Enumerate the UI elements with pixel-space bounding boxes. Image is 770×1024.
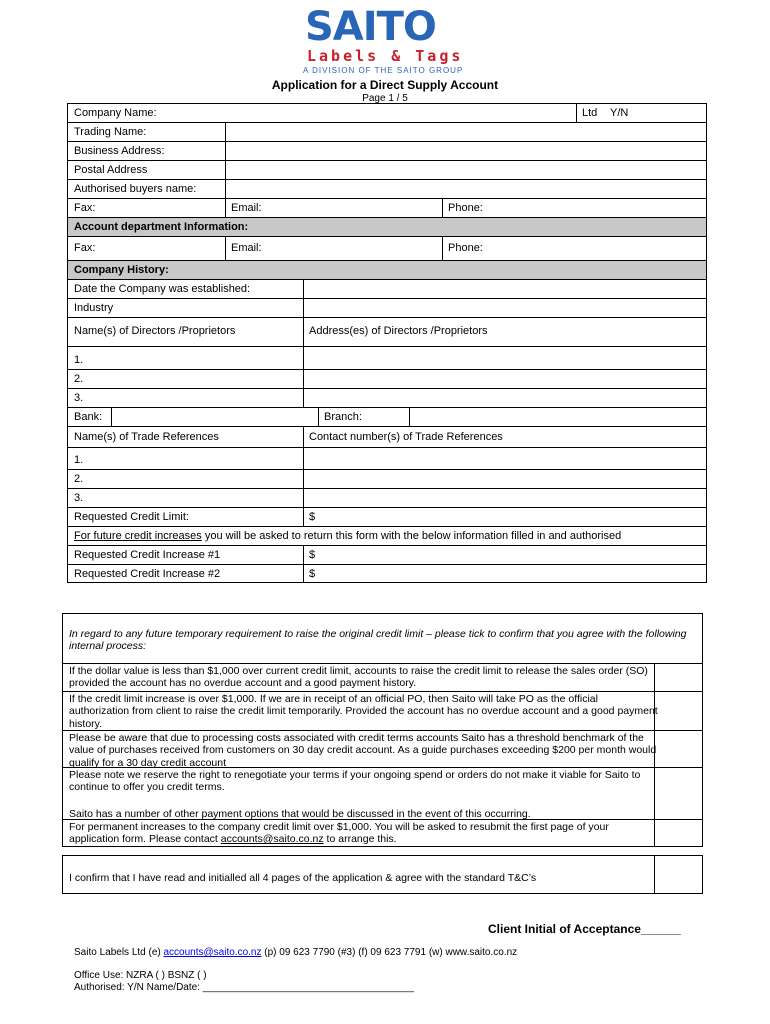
condition-1-text: If the dollar value is less than $1,000 over current credit limit, accounts to raise the credit limit to release the sales order (SO) provided the account has no overdue account and a good payment history. [69,665,648,690]
trading-name-row [67,122,707,141]
footer-email-link[interactable]: accounts@saito.co.nz [163,947,262,958]
office-use: Office Use: NZRA ( ) BSNZ ( ) [74,970,207,981]
increase-1-row [67,545,707,564]
date-established-field[interactable] [303,280,706,298]
condition-5 [63,819,702,847]
increase-2-label: Requested Credit Increase #2 [74,568,221,580]
account-email-label: Email: [231,242,262,254]
future-increases-row [67,526,707,545]
ltd-label: Ltd [582,107,598,119]
agreement-intro: In regard to any future temporary requirement to raise the original credit limit – please tick to confirm that you agree with the following internal process: [69,628,687,652]
ltd-yn-label[interactable]: Y/N [610,107,629,119]
account-fax-label: Fax: [74,242,96,254]
company-history-title: Company History: [74,264,169,276]
condition-5-tail: to arrange this. [323,833,397,846]
authorised-buyers-label: Authorised buyers name: [74,183,197,195]
authorised-buyers-field[interactable] [225,180,706,198]
accounts-email-link[interactable]: accounts@saito.co.nz [220,833,324,846]
condition-5-tick-box[interactable] [654,820,702,847]
requested-limit-field[interactable]: $ [309,511,316,523]
condition-2-tick-box[interactable] [654,692,702,730]
date-established-label: Date the Company was established: [74,283,251,295]
director-address-field-2[interactable] [303,370,706,388]
director-address-field-3[interactable] [303,389,706,407]
increase-1-label: Requested Credit Increase #1 [74,549,221,561]
trade-ref-row-1 [67,447,707,469]
condition-4 [63,767,702,819]
trade-ref-number-1: 1. [74,454,84,466]
company-name-row [67,103,707,122]
trade-ref-row-3 [67,488,707,507]
future-increases-note [68,527,621,545]
fax-label: Fax: [74,202,96,214]
account-contact-row [67,236,707,260]
directors-addresses-label: Address(es) of Directors /Proprietors [309,325,488,337]
business-address-field[interactable] [225,142,706,160]
trade-references-header-row [67,426,707,447]
postal-address-label: Postal Address [74,164,148,176]
contact-row [67,198,707,217]
bank-label: Bank: [74,411,103,423]
trade-contact-field-1[interactable] [303,448,706,469]
industry-row [67,298,707,317]
condition-5-body: For permanent increases to the company credit limit over $1,000. You will be asked to resubmit the first page of your application form. Please contact [69,821,609,846]
logo-division: A DIVISION OF THE SAITO GROUP [303,66,464,75]
footer-contact [74,947,517,958]
increase-2-row [67,564,707,583]
condition-1-tick-box[interactable] [654,664,702,691]
director-number-2: 2. [74,373,84,385]
confirmation-text: I confirm that I have read and initialled all 4 pages of the application & agree with the standard T&C’s [69,872,537,884]
bank-field[interactable] [111,408,318,426]
condition-2 [63,691,702,730]
branch-label: Branch: [324,411,362,423]
account-department-title: Account department Information: [74,221,249,233]
authorised-buyers-row [67,179,707,198]
trade-contact-field-3[interactable] [303,489,706,507]
business-address-label: Business Address: [74,145,165,157]
trade-contact-field-2[interactable] [303,470,706,488]
trade-ref-number-3: 3. [74,492,84,504]
trade-ref-number-2: 2. [74,473,84,485]
business-address-row [67,141,707,160]
phone-label: Phone: [448,202,483,214]
account-phone-label: Phone: [448,242,483,254]
condition-4-tick-box[interactable] [654,768,702,819]
industry-label: Industry [74,302,114,314]
page-number: Page 1 / 5 [362,93,408,104]
trading-name-label: Trading Name: [74,126,147,138]
saito-logo [296,6,476,76]
future-increases-rest: you will be asked to return this form with the below information filled in and authorised [201,530,622,542]
trade-contacts-label: Contact number(s) of Trade References [309,431,503,443]
postal-address-row [67,160,707,179]
condition-4-note: Saito has a number of other payment options that would be discussed in the event of this occurring. [69,808,531,820]
bank-row [67,407,707,426]
postal-address-field[interactable] [225,161,706,179]
condition-3-tick-box[interactable] [654,731,702,767]
condition-3 [63,730,702,767]
footer-suffix: (p) 09 623 7790 (#3) (f) 09 623 7791 (w) www.saito.co.nz [261,947,518,958]
trade-references-label: Name(s) of Trade References [74,431,219,443]
logo-wordmark: SAITO [305,4,436,50]
increase-1-field[interactable]: $ [309,549,316,561]
director-number-3: 3. [74,392,84,404]
director-address-field-1[interactable] [303,347,706,369]
condition-1 [63,663,702,691]
confirmation-tick-box[interactable] [654,856,702,893]
account-department-header [67,217,707,236]
director-row-2 [67,369,707,388]
directors-label: Name(s) of Directors /Proprietors [74,325,236,337]
document-title: Application for a Direct Supply Account [271,78,499,92]
trade-ref-row-2 [67,469,707,488]
authorised-line: Authorised: Y/N Name/Date: ______________________________________ [74,982,415,993]
requested-limit-label: Requested Credit Limit: [74,511,189,523]
industry-field[interactable] [303,299,706,317]
increase-2-field[interactable]: $ [309,568,316,580]
requested-limit-row [67,507,707,526]
condition-2-text: If the credit limit increase is over $1,000. If we are in receipt of an official PO, then Saito will take PO as the official authorization from client to raise the credit limit temporarily. Provided the account has no overdue account and a good payment history. [69,693,658,730]
condition-3-text: Please be aware that due to processing costs associated with credit terms accounts Saito has a threshold benchmark of the value of purchases received from customers on 30 day credit account. As a guide purchases exceeding $200 per month would qualify for a 30 day credit account [69,732,657,769]
director-row-3 [67,388,707,407]
client-initial-line[interactable]: Client Initial of Acceptance______ [488,922,681,936]
credit-increase-agreement [62,613,703,847]
director-row-1 [67,346,707,369]
director-number-1: 1. [74,354,84,366]
future-increases-underlined: For future credit increases [74,530,202,542]
branch-field[interactable] [409,408,706,426]
logo-tagline: Labels & Tags [307,47,464,65]
email-label: Email: [231,202,262,214]
directors-header-row [67,317,707,346]
condition-5-text [69,821,659,846]
application-form [67,103,707,583]
company-name-label: Company Name: [74,107,157,119]
company-history-header [67,260,707,279]
trading-name-field[interactable] [225,123,706,141]
confirmation-box [62,855,703,894]
condition-4-text: Please note we reserve the right to renegotiate your terms if your ongoing spend or orders do not make it viable for Saito to continue to offer you credit terms. [69,769,641,794]
date-established-row [67,279,707,298]
footer-prefix: Saito Labels Ltd (e) [74,947,164,958]
